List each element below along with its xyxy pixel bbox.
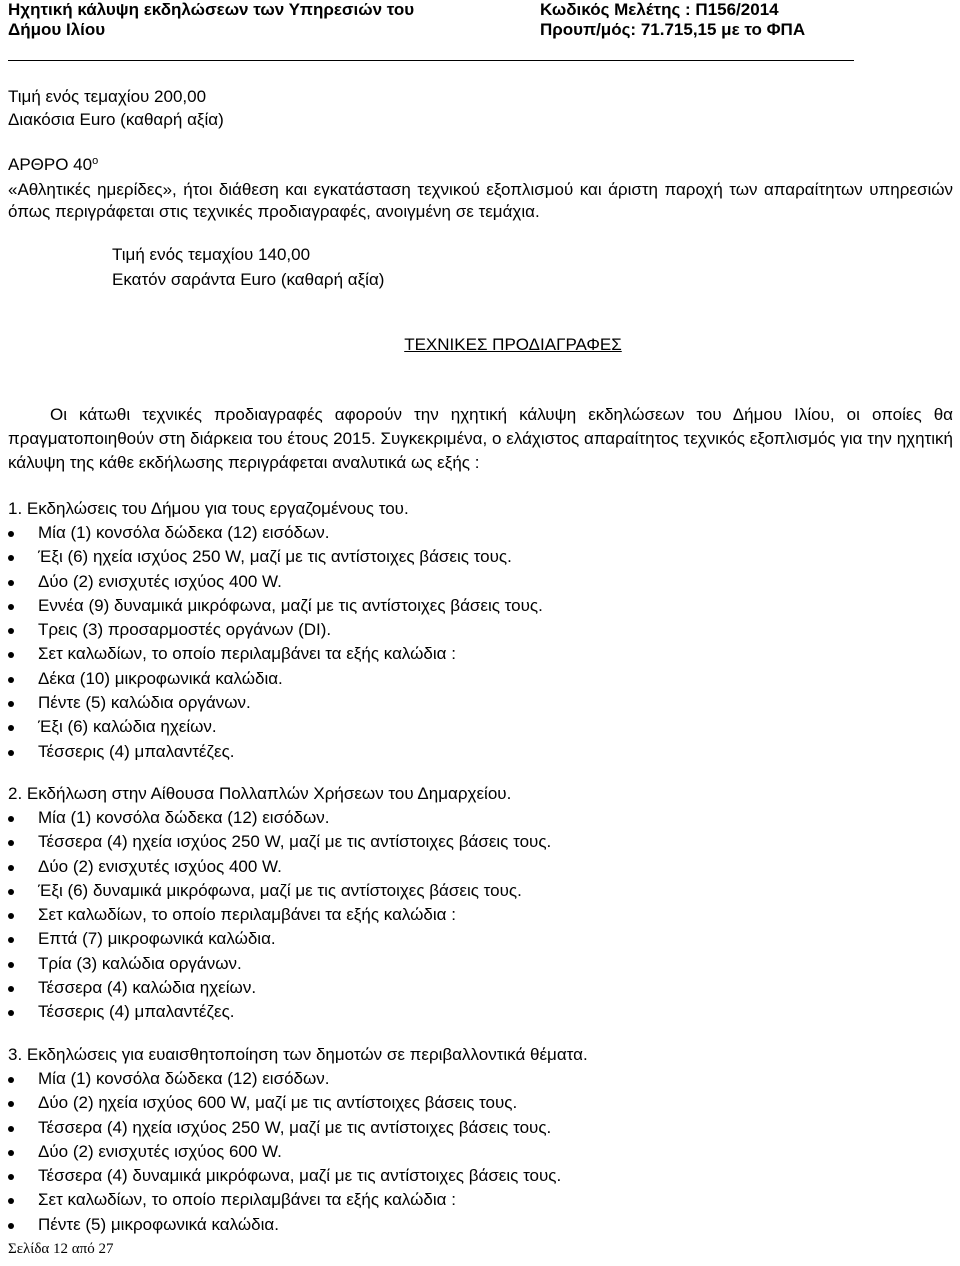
bullet-icon <box>8 652 14 658</box>
bullet-icon <box>8 986 14 992</box>
list-item: Τρεις (3) προσαρμοστές οργάνων (DI). <box>8 620 948 644</box>
bullet-icon <box>8 701 14 707</box>
article-description: «Αθλητικές ημερίδες», ήτοι διάθεση και εγκατάσταση τεχνικού εξοπλισμού και άριστη παροχή των απαραίτητων υπηρεσιών όπως περιγράφεται στις τεχνικές προδιαγραφές, ανοιγμένη σε τεμάχια. <box>8 180 953 221</box>
list-item: Μία (1) κονσόλα δώδεκα (12) εισόδων. <box>8 808 948 832</box>
bullet-icon <box>8 1223 14 1229</box>
bullet-icon <box>8 816 14 822</box>
bullet-icon <box>8 865 14 871</box>
list-item: Πέντε (5) μικροφωνικά καλώδια. <box>8 1215 948 1239</box>
price-line-2: Τιμή ενός τεμαχίου 140,00 <box>112 245 311 264</box>
header-budget: Προυπ/μός: 71.715,15 με το ΦΠΑ <box>540 20 806 39</box>
section-2-heading: 2. Εκδήλωση στην Αίθουσα Πολλαπλών Χρήσεων του Δημαρχείου. <box>8 784 512 803</box>
price-words-2: Εκατόν σαράντα Euro (καθαρή αξία) <box>112 270 385 289</box>
page-header <box>8 0 854 61</box>
header-project-title: Ηχητική κάλυψη εκδηλώσεων των Υπηρεσιών του <box>8 0 415 19</box>
bullet-icon <box>8 750 14 756</box>
list-item: Δύο (2) ηχεία ισχύος 600 W, μαζί με τις αντίστοιχες βάσεις τους. <box>8 1093 948 1117</box>
bullet-icon <box>8 1010 14 1016</box>
section-1 <box>8 499 948 766</box>
bullet-icon <box>8 725 14 731</box>
list-item: Εννέα (9) δυναμικά μικρόφωνα, μαζί με τις αντίστοιχες βάσεις τους. <box>8 596 948 620</box>
article-heading <box>8 155 98 175</box>
bullet-icon <box>8 628 14 634</box>
list-item: Τέσσερις (4) μπαλαντέζες. <box>8 1002 948 1026</box>
header-right <box>540 0 805 40</box>
bullet-icon <box>8 962 14 968</box>
section-1-heading: 1. Εκδηλώσεις του Δήμου για τους εργαζομένους του. <box>8 499 409 518</box>
bullet-icon <box>8 1101 14 1107</box>
bullet-icon <box>8 1198 14 1204</box>
list-item: Σετ καλωδίων, το οποίο περιλαμβάνει τα εξής καλώδια : <box>8 644 948 668</box>
list-item: Μία (1) κονσόλα δώδεκα (12) εισόδων. <box>8 523 948 547</box>
bullet-icon <box>8 1126 14 1132</box>
list-item: Τέσσερα (4) δυναμικά μικρόφωνα, μαζί με τις αντίστοιχες βάσεις τους. <box>8 1166 948 1190</box>
list-item: Τέσσερα (4) ηχεία ισχύος 250 W, μαζί με τις αντίστοιχες βάσεις τους. <box>8 832 948 856</box>
section-3-heading: 3. Εκδηλώσεις για ευαισθητοποίηση των δημοτών σε περιβαλλοντικά θέματα. <box>8 1045 588 1064</box>
bullet-icon <box>8 1077 14 1083</box>
list-item: Τέσσερις (4) μπαλαντέζες. <box>8 742 948 766</box>
article-label: ΑΡΘΡΟ 40 <box>8 155 93 174</box>
header-left <box>8 0 414 40</box>
header-study-code: Κωδικός Μελέτης : Π156/2014 <box>540 0 779 19</box>
section-2 <box>8 784 948 1027</box>
list-item: Έξι (6) ηχεία ισχύος 250 W, μαζί με τις αντίστοιχες βάσεις τους. <box>8 547 948 571</box>
bullet-icon <box>8 1150 14 1156</box>
specs-title: ΤΕΧΝΙΚΕΣ ΠΡΟΔΙΑΓΡΑΦΕΣ <box>404 335 622 354</box>
list-item: Μία (1) κονσόλα δώδεκα (12) εισόδων. <box>8 1069 948 1093</box>
list-item: Έξι (6) καλώδια ηχείων. <box>8 717 948 741</box>
bullet-icon <box>8 555 14 561</box>
header-municipality: Δήμου Ιλίου <box>8 20 106 39</box>
specs-intro: Οι κάτωθι τεχνικές προδιαγραφές αφορούν την ηχητική κάλυψη εκδηλώσεων του Δήμου Ιλίου, οι οποίες θα πραγματοποιηθούν στη διάρκεια του έτους 2015. Συγκεκριμένα, ο ελάχιστος απαραίτητος τεχνικός εξοπλισμός για την ηχητική κάλυψη της κάθε εκδήλωσης περιγράφεται αναλυτικά ως εξής : <box>8 405 953 472</box>
list-item: Σετ καλωδίων, το οποίο περιλαμβάνει τα εξής καλώδια : <box>8 1190 948 1214</box>
page-footer: Σελίδα 12 από 27 <box>8 1241 114 1257</box>
list-item: Σετ καλωδίων, το οποίο περιλαμβάνει τα εξής καλώδια : <box>8 905 948 929</box>
bullet-icon <box>8 604 14 610</box>
list-item: Τέσσερα (4) ηχεία ισχύος 250 W, μαζί με τις αντίστοιχες βάσεις τους. <box>8 1118 948 1142</box>
list-item: Δύο (2) ενισχυτές ισχύος 400 W. <box>8 572 948 596</box>
section-3 <box>8 1045 948 1239</box>
price-line-1: Τιμή ενός τεμαχίου 200,00 <box>8 87 207 106</box>
article-label-sup: ο <box>92 155 99 167</box>
bullet-icon <box>8 889 14 895</box>
bullet-icon <box>8 531 14 537</box>
bullet-icon <box>8 840 14 846</box>
list-item: Τρία (3) καλώδια οργάνων. <box>8 954 948 978</box>
price-words-1: Διακόσια Euro (καθαρή αξία) <box>8 110 224 129</box>
bullet-icon <box>8 580 14 586</box>
bullet-icon <box>8 1174 14 1180</box>
list-item: Επτά (7) μικροφωνικά καλώδια. <box>8 929 948 953</box>
list-item: Δύο (2) ενισχυτές ισχύος 400 W. <box>8 857 948 881</box>
bullet-icon <box>8 913 14 919</box>
list-item: Δύο (2) ενισχυτές ισχύος 600 W. <box>8 1142 948 1166</box>
bullet-icon <box>8 937 14 943</box>
list-item: Δέκα (10) μικροφωνικά καλώδια. <box>8 669 948 693</box>
list-item: Τέσσερα (4) καλώδια ηχείων. <box>8 978 948 1002</box>
bullet-icon <box>8 677 14 683</box>
list-item: Πέντε (5) καλώδια οργάνων. <box>8 693 948 717</box>
list-item: Έξι (6) δυναμικά μικρόφωνα, μαζί με τις αντίστοιχες βάσεις τους. <box>8 881 948 905</box>
